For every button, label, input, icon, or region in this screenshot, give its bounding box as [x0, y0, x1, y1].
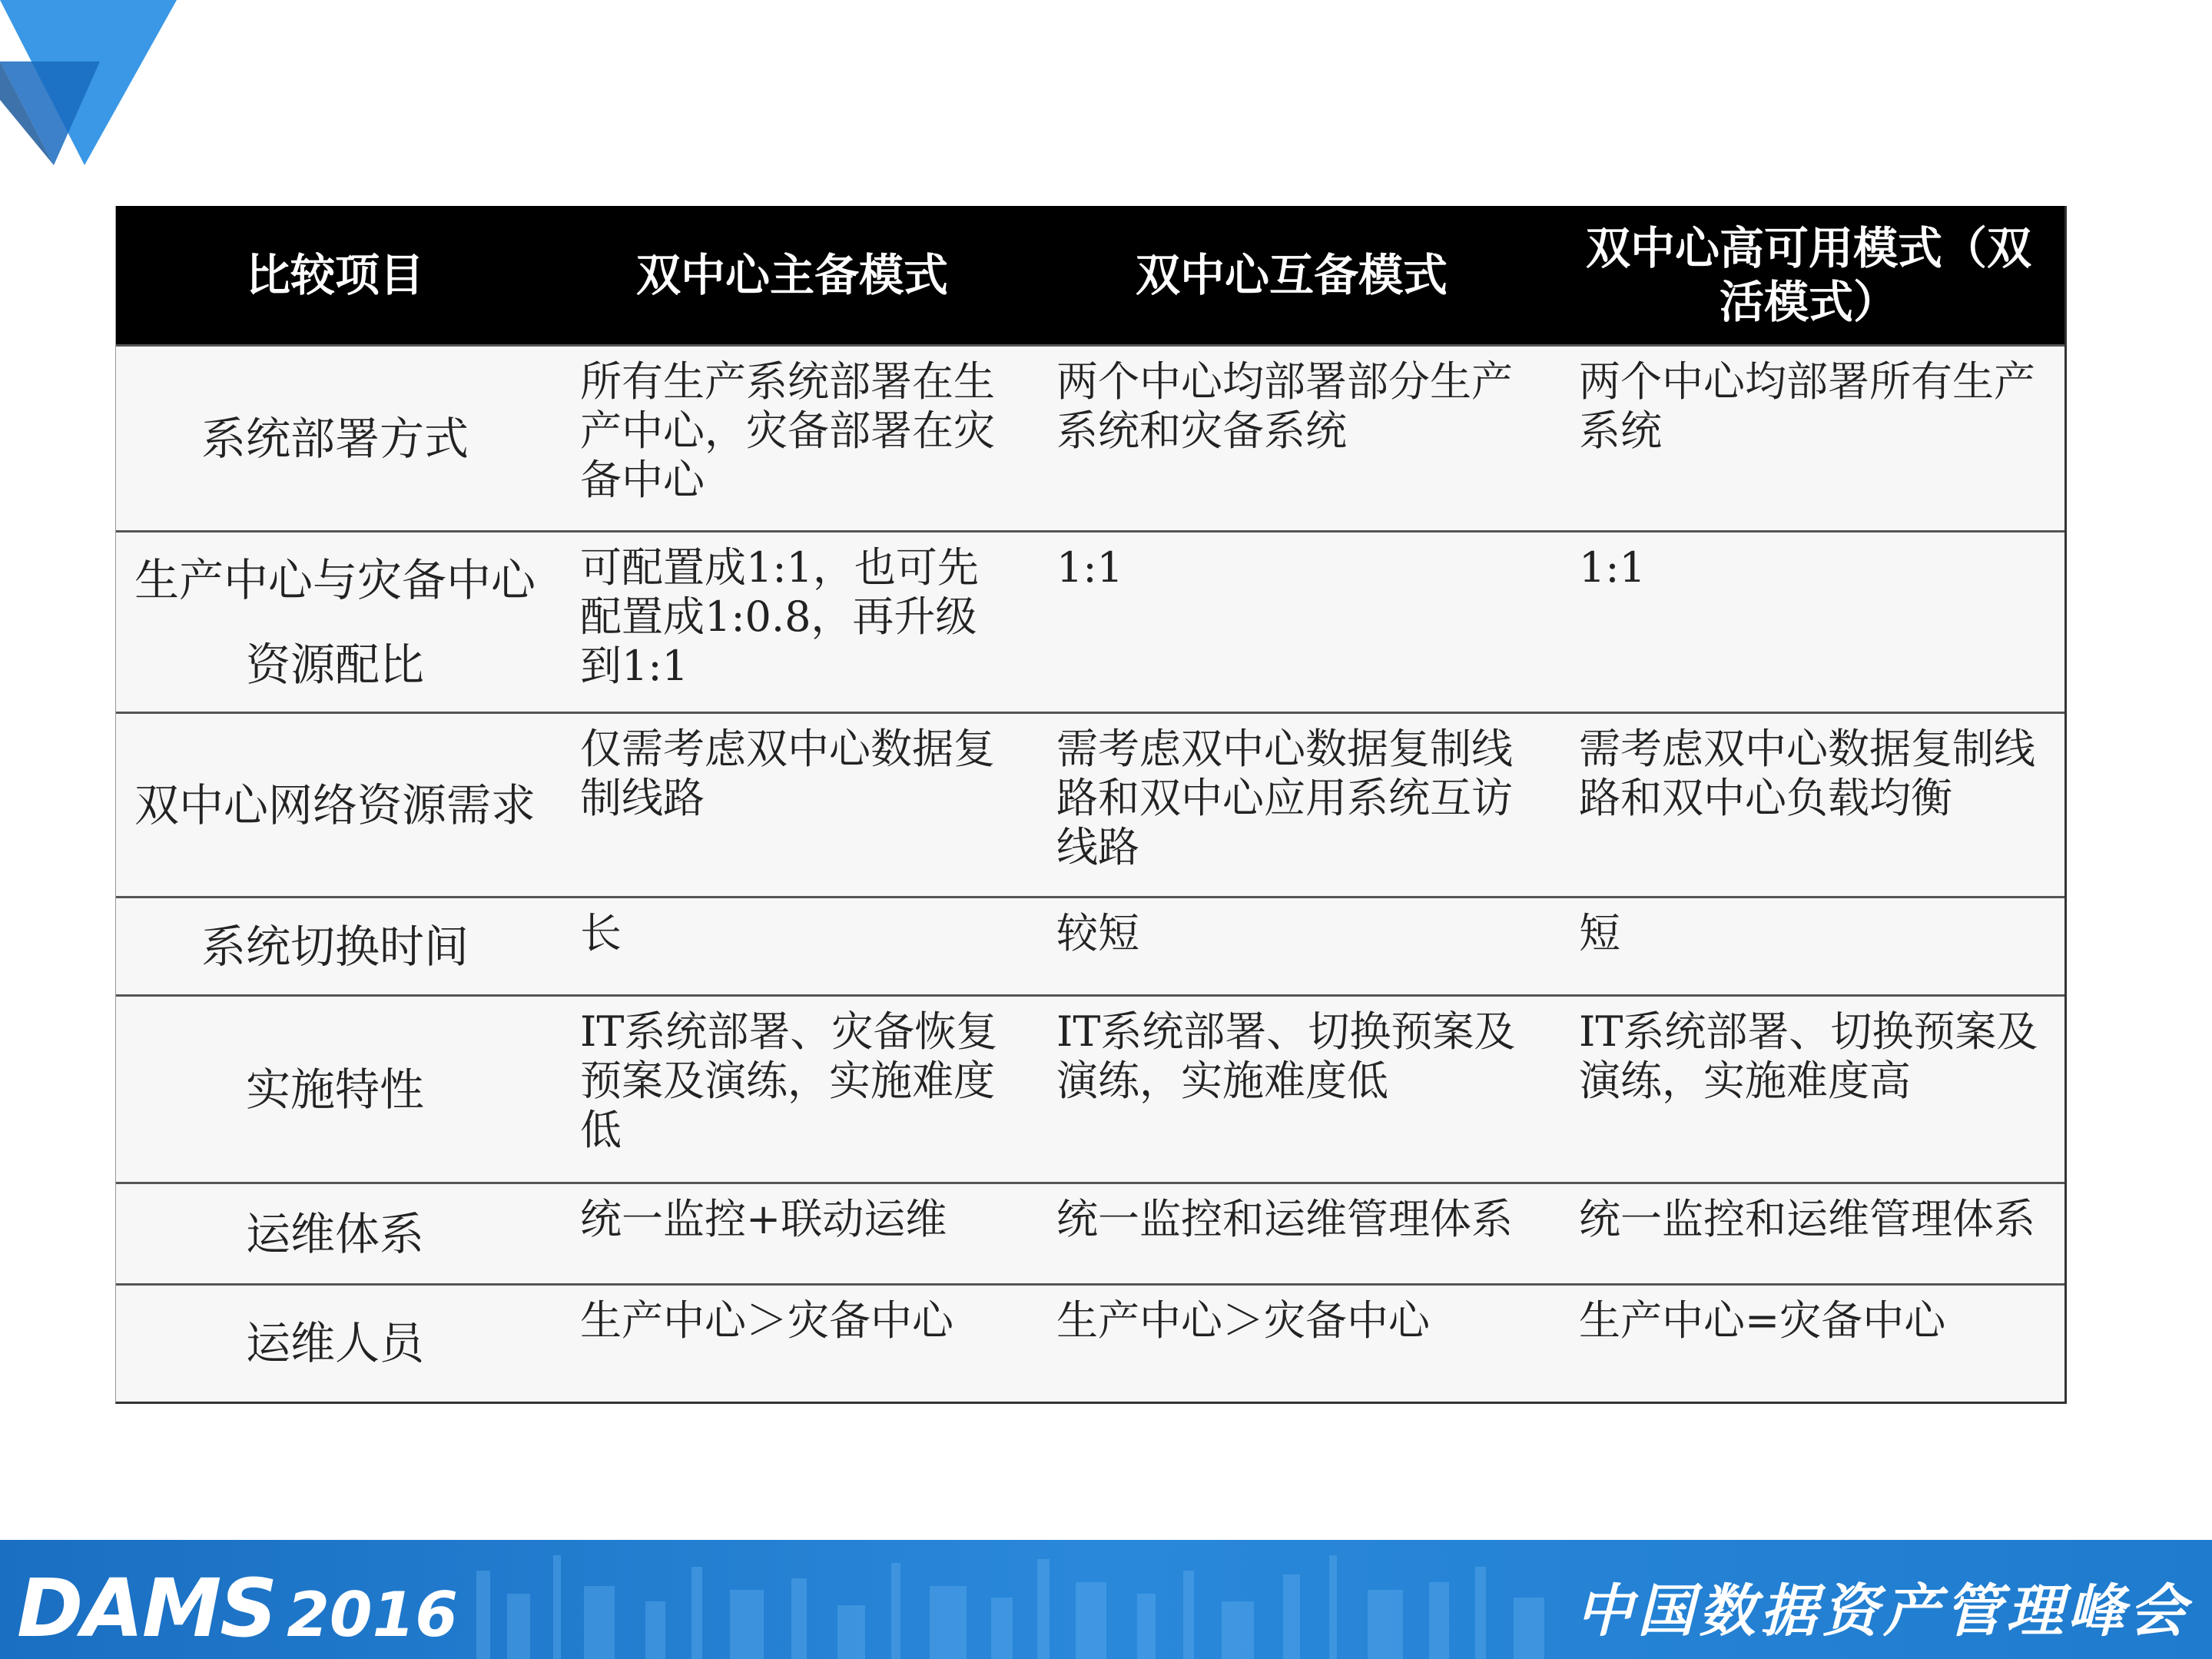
table-cell: 仅需考虑双中心数据复制线路	[554, 713, 1030, 898]
table-row	[116, 532, 2064, 713]
row-label: 实施特性	[116, 996, 554, 1183]
row-label: 双中心网络资源需求	[116, 713, 554, 898]
row-label: 运维体系	[116, 1183, 554, 1285]
comparison-table	[115, 206, 2067, 1404]
row-label: 生产中心与灾备中心资源配比	[116, 532, 554, 713]
table-cell: 统一监控和运维管理体系	[1030, 1183, 1553, 1285]
table-row	[116, 346, 2064, 532]
table-cell: 长	[554, 898, 1030, 996]
brand-name: DAMS	[17, 1561, 277, 1655]
table-cell: 所有生产系统部署在生产中心，灾备部署在灾备中心	[554, 346, 1030, 532]
header-cell: 双中心高可用模式（双活模式）	[1553, 206, 2064, 346]
row-label: 系统部署方式	[116, 346, 554, 532]
table-row	[116, 1285, 2064, 1402]
table-row	[116, 1183, 2064, 1285]
table-cell: 1:1	[1553, 532, 2064, 713]
table-header-row	[116, 206, 2064, 346]
footer-banner	[0, 1540, 2212, 1659]
table-cell: 两个中心均部署所有生产系统	[1553, 346, 2064, 532]
table-row	[116, 898, 2064, 996]
table-cell: 1:1	[1030, 532, 1553, 713]
table-cell: IT系统部署、切换预案及演练，实施难度低	[1030, 996, 1553, 1183]
header-cell: 比较项目	[116, 206, 554, 346]
brand-year: 2016	[287, 1579, 458, 1651]
table-cell: 生产中心＞灾备中心	[1030, 1285, 1553, 1402]
row-label: 系统切换时间	[116, 898, 554, 996]
table-cell: 生产中心=灾备中心	[1553, 1285, 2064, 1402]
table-cell: IT系统部署、灾备恢复预案及演练，实施难度低	[554, 996, 1030, 1183]
table-cell: 两个中心均部署部分生产系统和灾备系统	[1030, 346, 1553, 532]
table-cell: 统一监控和运维管理体系	[1553, 1183, 2064, 1285]
table-cell: 统一监控+联动运维	[554, 1183, 1030, 1285]
table-cell: 可配置成1:1，也可先配置成1:0.8，再升级到1:1	[554, 532, 1030, 713]
header-cell: 双中心互备模式	[1030, 206, 1553, 346]
table-row	[116, 996, 2064, 1183]
triangle-logo-icon	[0, 0, 177, 165]
table-cell: 需考虑双中心数据复制线路和双中心负载均衡	[1553, 713, 2064, 898]
table-cell: 生产中心＞灾备中心	[554, 1285, 1030, 1402]
table-cell: 较短	[1030, 898, 1553, 996]
table-cell: 短	[1553, 898, 2064, 996]
header-cell: 双中心主备模式	[554, 206, 1030, 346]
table-cell: IT系统部署、切换预案及演练，实施难度高	[1553, 996, 2064, 1183]
summit-title: 中国数据资产管理峰会	[1576, 1578, 2190, 1644]
dams-logo	[17, 1561, 458, 1657]
table-row	[116, 713, 2064, 898]
row-label: 运维人员	[116, 1285, 554, 1402]
table-cell: 需考虑双中心数据复制线路和双中心应用系统互访线路	[1030, 713, 1553, 898]
